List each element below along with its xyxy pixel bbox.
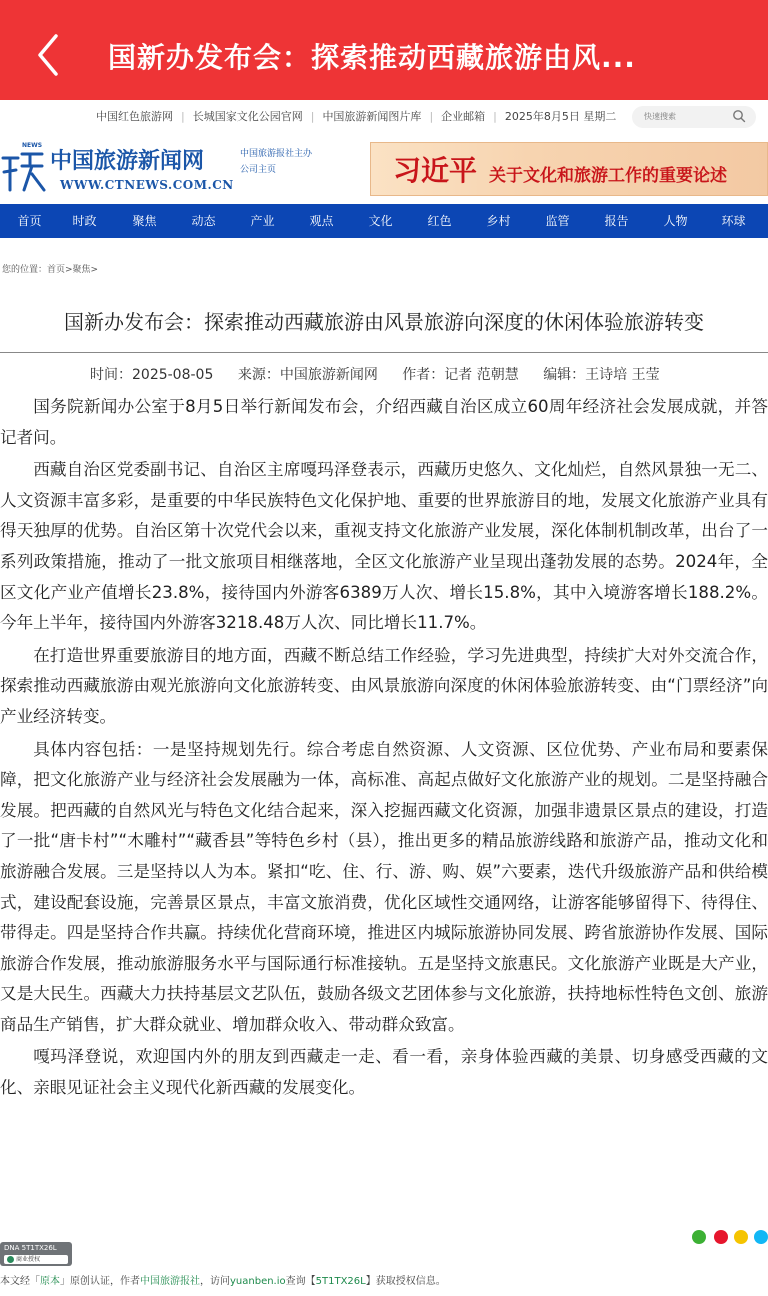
dna-tag-label: 商业授权 <box>16 1256 41 1263</box>
footer-text: 本文经「 <box>0 1276 40 1287</box>
author-link[interactable]: 中国旅游报社 <box>140 1276 200 1287</box>
nav-item-rural[interactable]: 乡村 <box>486 214 511 228</box>
nav-item-industry[interactable]: 产业 <box>250 214 275 228</box>
title-divider <box>0 352 768 353</box>
current-date: 2025年8月5日 星期二 <box>504 110 617 123</box>
nav-item-people[interactable]: 人物 <box>663 214 688 228</box>
nav-item-supervision[interactable]: 监管 <box>545 214 570 228</box>
app-bar <box>0 0 768 100</box>
footer-text: 查询【 <box>285 1276 316 1287</box>
link-great-wall-park[interactable]: 长城国家文化公园官网 <box>192 110 303 123</box>
sponsor-line: 中国旅游报社主办 <box>240 149 313 159</box>
footer-text: 」原创认证，作者 <box>60 1276 140 1287</box>
qq-icon[interactable] <box>754 1230 768 1244</box>
article-title: 国新办发布会：探索推动西藏旅游由风景旅游向深度的休闲体验旅游转变 <box>64 310 704 334</box>
site-link[interactable]: yuanben.io <box>230 1276 286 1287</box>
logo-url: WWW.CTNEWS.COM.CN <box>60 178 234 192</box>
wechat-icon[interactable] <box>692 1230 706 1244</box>
footer-text: ，访问 <box>200 1276 230 1287</box>
logo-title: 中国旅游新闻网 <box>50 148 205 174</box>
link-red-tourism[interactable]: 中国红色旅游网 <box>96 110 173 123</box>
banner-text: 关于文化和旅游工作的重要论述 <box>489 166 727 186</box>
search-input[interactable] <box>632 106 756 128</box>
banner-name: 习近平 <box>393 154 478 187</box>
article-author: 作者：记者 范朝慧 <box>402 367 519 383</box>
breadcrumb[interactable]: 您的位置：首页>聚焦> <box>2 265 99 275</box>
site-header <box>0 132 768 204</box>
chevron-left-icon <box>30 30 70 80</box>
code-link[interactable]: 5T1TX26L <box>315 1276 366 1287</box>
nav-item-politics[interactable]: 时政 <box>72 214 97 228</box>
logo-news-badge: NEWS <box>22 142 43 149</box>
back-button[interactable] <box>30 30 70 80</box>
nav-item-home[interactable]: 首页 <box>17 214 42 228</box>
nav-item-culture[interactable]: 文化 <box>368 214 393 228</box>
utility-bar <box>0 100 768 132</box>
nav-item-news[interactable]: 动态 <box>191 214 216 228</box>
article-paragraph: 嘎玛泽登说，欢迎国内外的朋友到西藏走一走、看一看，亲身体验西藏的美景、切身感受西藏的文化、亲眼见证社会主义现代化新西藏的发展变化。 <box>0 1047 768 1098</box>
article-paragraph: 国务院新闻办公室于8月5日举行新闻发布会，介绍西藏自治区成立60周年经济社会发展成就，并答记者问。 <box>0 397 768 447</box>
article-editor: 编辑：王诗培 王莹 <box>543 367 660 383</box>
nav-item-opinion[interactable]: 观点 <box>309 214 334 228</box>
link-mail[interactable]: 企业邮箱 <box>441 110 486 123</box>
feature-banner[interactable] <box>370 142 768 196</box>
dna-code: DNA 5T1TX26L <box>4 1244 57 1252</box>
utility-links: 中国红色旅游网 | 长城国家文化公园官网 | 中国旅游新闻图片库 | 企业邮箱 | 2025年8月5日 星期二 <box>96 110 617 123</box>
dna-tag <box>4 1255 68 1264</box>
article-paragraph: 西藏自治区党委副书记、自治区主席嘎玛泽登表示，西藏历史悠久、文化灿烂，自然风景独一无二、人文资源丰富多彩，是重要的中华民族特色文化保护地、重要的世界旅游目的地，发展文化旅游产业具有得天独厚的优势。自治区第十次党代会以来，重视支持文化旅游产业发展，深化体制机制改革，出台了一系列政策措施，推动了一批文旅项目相继落地，全区文化旅游产业呈现出蓬勃发展的态势。2024年，全区文化产业产值增长23.8%，接待国内外游客6389万人次、增长15.8%，其中入境游客增长188.2%。今年上半年，接待国内外游客3218.48万人次、同比增长11.7%。 <box>0 460 768 633</box>
article-time: 时间：2025-08-05 <box>90 367 214 383</box>
article-meta <box>90 364 680 384</box>
app-bar-title: 国新办发布会：探索推动西藏旅游由风... <box>108 41 636 74</box>
copyright-dna-badge[interactable] <box>0 1242 72 1266</box>
main-nav <box>0 204 768 238</box>
link-photo-library[interactable]: 中国旅游新闻图片库 <box>322 110 422 123</box>
nav-item-report[interactable]: 报告 <box>604 214 629 228</box>
footer-text: 】获取授权信息。 <box>365 1276 446 1287</box>
qzone-icon[interactable] <box>734 1230 748 1244</box>
license-icon <box>7 1256 14 1263</box>
copyright-footer <box>0 1272 446 1287</box>
sponsor-info <box>240 146 312 178</box>
yuanben-link[interactable]: 原本 <box>40 1276 60 1287</box>
article-body <box>0 392 768 1106</box>
search-placeholder: 快速搜索 <box>644 112 676 121</box>
article-source: 来源：中国旅游新闻网 <box>237 367 378 383</box>
weibo-icon[interactable] <box>714 1230 728 1244</box>
search-icon[interactable] <box>732 109 746 123</box>
site-logo[interactable] <box>0 140 240 200</box>
nav-item-focus[interactable]: 聚焦 <box>132 214 157 228</box>
article-paragraph: 在打造世界重要旅游目的地方面，西藏不断总结工作经验，学习先进典型，持续扩大对外交流合作，探索推动西藏旅游由观光旅游向文化旅游转变、由风景旅游向深度的休闲体验旅游转变、由“门票经济”向产业经济转变。 <box>0 645 768 726</box>
company-homepage-link[interactable]: 公司主页 <box>240 165 277 175</box>
logo-mark-icon <box>0 144 46 194</box>
nav-item-global[interactable]: 环球 <box>721 214 746 228</box>
nav-item-red[interactable]: 红色 <box>427 214 452 228</box>
article-paragraph: 具体内容包括：一是坚持规划先行。综合考虑自然资源、人文资源、区位优势、产业布局和要素保障，把文化旅游产业与经济社会发展融为一体，高标准、高起点做好文化旅游产业的规划。二是坚持融合发展。把西藏的自然风光与特色文化结合起来，深入挖掘西藏文化资源，加强非遗景区景点的建设，打造了一批“唐卡村”“木雕村”“藏香县”等特色乡村（县），推出更多的精品旅游线路和旅游产品，推动文化和旅游融合发展。三是坚持以人为本。紧扣“吃、住、行、游、购、娱”六要素，迭代升级旅游产品和供给模式，建设配套设施，完善景区景点，丰富文旅消费，优化区域性交通网络，让游客能够留得下、待得住、带得走。四是坚持合作共赢。持续优化营商环境，推进区内城际旅游协同发展、跨省旅游协作发展、国际旅游合作发展，推动旅游服务水平与国际通行标准接轨。五是坚持文旅惠民。文化旅游产业既是大产业，又是大民生。西藏大力扶持基层文艺队伍，鼓励各级文艺团体参与文化旅游，扶持地标性特色文创、旅游商品生产销售，扩大群众就业、增加群众收入、带动群众致富。 <box>0 739 768 1034</box>
